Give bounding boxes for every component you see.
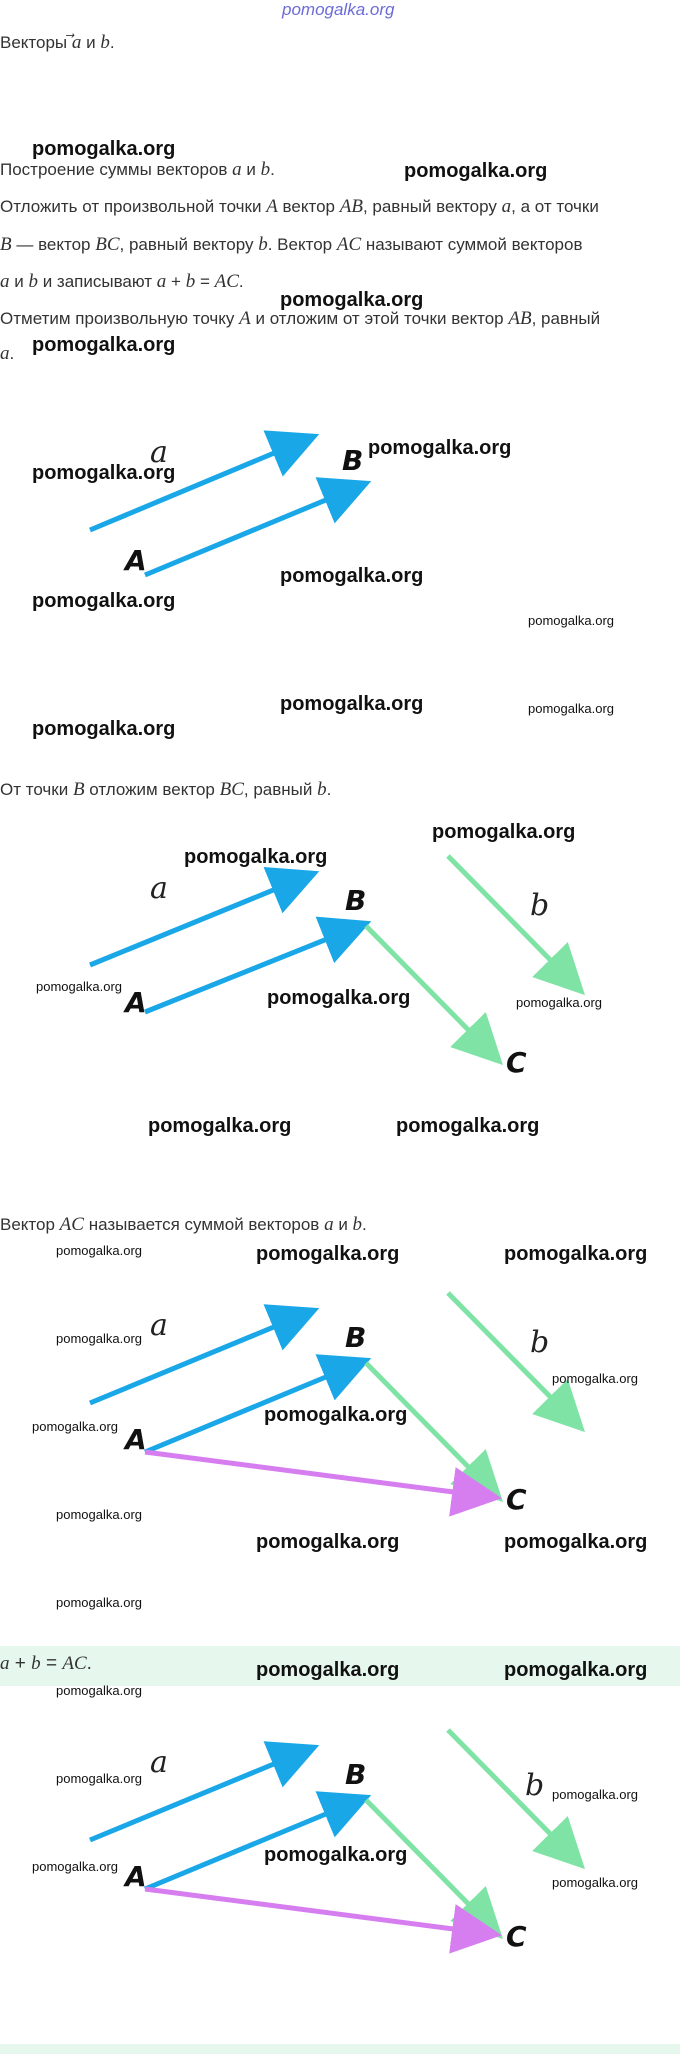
vector-a-symbol: a [324, 1214, 334, 1235]
point-C-label: C [506, 1920, 527, 1953]
vector-AC-arrow [145, 1889, 492, 1934]
vector-AC-arrow [145, 1452, 492, 1497]
point-B-label: B [342, 444, 364, 477]
vector-a-symbol: a [0, 343, 10, 364]
text: и [14, 272, 24, 291]
vector-b-symbol: b [260, 159, 271, 180]
text: Отложить от произвольной точки [0, 197, 262, 216]
section1-line3: a и b и записывают a + b = AC. [0, 271, 244, 292]
watermark: pomogalka.org [32, 462, 176, 484]
section1-title [0, 158, 275, 182]
watermark: pomogalka.org [267, 987, 411, 1009]
dot: . [270, 160, 275, 179]
vector-a-label: a [150, 1308, 168, 1343]
vector-a-arrow [90, 875, 310, 965]
equals: = [45, 1653, 58, 1674]
watermark: pomogalka.org [32, 718, 176, 740]
watermark: pomogalka.org [184, 846, 328, 868]
text: а от точки [520, 197, 599, 216]
watermark: pomogalka.org [516, 995, 602, 1010]
watermark: pomogalka.org [280, 565, 424, 587]
point-B-label: B [345, 1758, 367, 1791]
plus: + [14, 1653, 26, 1674]
watermark: pomogalka.org [528, 701, 614, 716]
watermark: pomogalka.org [56, 1771, 142, 1786]
watermark: pomogalka.org [264, 1844, 408, 1866]
formula-line [0, 1652, 92, 1676]
vector-AC-symbol: AC [214, 271, 239, 292]
point-A-label: A [125, 1423, 147, 1456]
vector-a-symbol: a [0, 1653, 10, 1674]
watermark: pomogalka.org [56, 1595, 142, 1610]
section1-title-text: Построение суммы векторов [0, 160, 228, 179]
point-C-label: C [506, 1046, 527, 1079]
text: Отметим произвольную точку [0, 309, 235, 328]
watermark: pomogalka.org [396, 1115, 540, 1137]
vector-a-symbol: a [156, 271, 167, 292]
equals: = [199, 272, 210, 291]
text: отложим вектор [89, 780, 215, 799]
point-B-label: B [345, 884, 367, 917]
and-word: и [86, 33, 96, 52]
watermark: pomogalka.org [504, 1659, 648, 1681]
watermark: pomogalka.org [264, 1404, 408, 1426]
section1-line1: Отложить от произвольной точки A вектор AB, равный вектору a, а от точки [0, 196, 599, 217]
vector-AC-symbol: AC [62, 1653, 87, 1674]
watermark: pomogalka.org [256, 1659, 400, 1681]
vector-a-label: a [150, 435, 168, 470]
intro-word: Векторы [0, 33, 68, 52]
vector-AC-symbol: AC [59, 1214, 84, 1235]
vector-b-symbol: b [317, 779, 327, 800]
vector-b-symbol: b [185, 271, 196, 292]
watermark: pomogalka.org [32, 138, 176, 160]
watermark: pomogalka.org [280, 693, 424, 715]
watermark: pomogalka.org [552, 1875, 638, 1890]
dot: . [109, 33, 115, 52]
watermark: pomogalka.org [404, 160, 548, 182]
watermark: pomogalka.org [504, 1243, 648, 1265]
vector-b-label: b [530, 888, 550, 923]
watermark: pomogalka.org [32, 1859, 118, 1874]
watermark: pomogalka.org [148, 1115, 292, 1137]
text: Вектор [277, 235, 333, 254]
vector-b-label: b [530, 1325, 550, 1360]
watermark: pomogalka.org [552, 1787, 638, 1802]
point-B-symbol: B [0, 234, 12, 255]
diagram-4 [0, 1712, 680, 1952]
watermark: pomogalka.org [528, 613, 614, 628]
point-A-symbol: A [239, 308, 251, 329]
text: равный [253, 780, 313, 799]
section3-line: Вектор AC называется суммой векторов a и b. [0, 1214, 367, 1235]
vector-a-symbol: a [232, 159, 242, 180]
watermark: pomogalka.org [368, 437, 512, 459]
and-word: и [246, 160, 256, 179]
point-A-label: A [125, 986, 147, 1019]
point-C-label: C [506, 1483, 527, 1516]
text: От точки [0, 780, 69, 799]
text: называют суммой векторов [365, 235, 583, 254]
vector-BC-symbol: BC [219, 779, 244, 800]
watermark: pomogalka.org [36, 979, 122, 994]
vector-BC-arrow [366, 1363, 496, 1495]
point-A-label: A [125, 1860, 147, 1893]
watermark: pomogalka.org [432, 821, 576, 843]
text: равный вектору [372, 197, 497, 216]
watermark: pomogalka.org [56, 1331, 142, 1346]
vector-a-arrow [90, 1312, 310, 1403]
point-B-label: B [345, 1321, 367, 1354]
section1-line4: Отметим произвольную точку A и отложим от этой точки вектор AB, равный [0, 308, 601, 329]
text: и отложим от этой точки вектор [255, 309, 504, 328]
vector-a-symbol: a [501, 196, 512, 217]
text: и записывают [42, 272, 153, 291]
watermark: pomogalka.org [280, 289, 424, 311]
section1-line5: a. [0, 343, 15, 364]
vector-b-symbol: b [31, 1653, 41, 1674]
vector-a-symbol: a [0, 271, 10, 292]
vector-b-symbol: b [352, 1214, 363, 1235]
text: — вектор [16, 235, 91, 254]
text: равный вектору [128, 235, 254, 254]
vector-b-arrow [448, 856, 578, 988]
text: равный [541, 309, 601, 328]
bottom-band [0, 2044, 680, 2054]
watermark: pomogalka.org [32, 1419, 118, 1434]
plus: + [171, 272, 181, 291]
site-header-watermark[interactable]: pomogalka.org [282, 0, 395, 19]
watermark: pomogalka.org [256, 1531, 400, 1553]
point-B-symbol: B [72, 779, 85, 800]
watermark: pomogalka.org [552, 1371, 638, 1386]
vector-a-symbol: a [71, 32, 82, 53]
vector-a-label: a [150, 871, 168, 906]
vector-AB-symbol: AB [339, 196, 363, 217]
diagram-2 [0, 840, 680, 1080]
vector-BC-symbol: BC [95, 234, 120, 255]
vector-b-arrow [448, 1293, 578, 1425]
watermark: pomogalka.org [56, 1683, 142, 1698]
vector-AC-symbol: AC [336, 234, 362, 255]
point-A-label: A [125, 544, 147, 577]
text: и [338, 1215, 348, 1234]
watermark: pomogalka.org [32, 590, 176, 612]
diagram-3 [0, 1275, 680, 1515]
text: вектор [282, 197, 335, 216]
vector-a-arrow [90, 1749, 310, 1840]
vector-AB-arrow [145, 485, 362, 575]
watermark: pomogalka.org [256, 1243, 400, 1265]
vector-b-symbol: b [100, 32, 110, 53]
point-A-symbol: A [266, 196, 278, 217]
text: Вектор [0, 1215, 55, 1234]
vector-AB-symbol: AB [508, 308, 532, 329]
text: называется суммой векторов [88, 1215, 320, 1234]
vector-b-label: b [525, 1768, 545, 1803]
watermark: pomogalka.org [504, 1531, 648, 1553]
vector-b-symbol: b [28, 271, 38, 292]
watermark: pomogalka.org [56, 1243, 142, 1258]
vector-b-symbol: b [258, 234, 268, 255]
section2-line: От точки B отложим вектор BC, равный b. [0, 779, 332, 800]
vector-a-label: a [150, 1745, 168, 1780]
watermark: pomogalka.org [32, 334, 176, 356]
dot: . [86, 1653, 92, 1674]
watermark: pomogalka.org [56, 1507, 142, 1522]
intro-line [0, 31, 115, 55]
section1-line2: B — вектор BC, равный вектору b. Вектор AC называют суммой векторов [0, 234, 583, 255]
